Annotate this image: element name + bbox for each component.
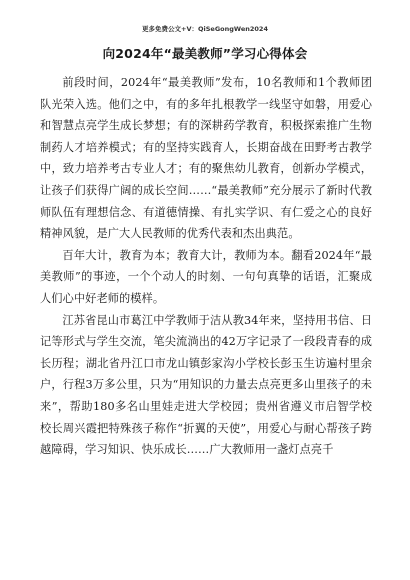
paragraph: 前段时间，2024年“最美教师”发布，10名教师和1个教师团队光荣入选。他们之中，有的多年扎根教学一线坚守如磐，用爱心和智慧点亮学生成长梦想；有的深耕药学教育，积极探索推广生物制药人才培养模式；有的坚持实践育人，长期奋战在田野考古教学中，致力培养考古专业人才；有的聚焦幼儿教育，创新办学模式，让孩子们获得广阔的成长空间……“最美教师”充分展示了新时代教师队伍有理想信念、有道德情操、有扎实学识、有仁爱之心的良好精神风貌，是广大人民教师的优秀代表和杰出典范。 [40,76,372,241]
document-body [40,72,372,461]
paragraph: 江苏省昆山市葛江中学教师于洁从教34年来，坚持用书信、日记等形式与学生交流，笔尖流淌出的42万字记录了一段段青春的成长历程；湖北省丹江口市龙山镇彭家沟小学校长彭玉生访遍村里余户，行程3万多公里，只为“用知识的力量去点亮更多山里孩子的未来”，帮助180多名山里娃走进大学校园；贵州省遵义市启智学校校长周兴霞把特殊孩子称作“折翼的天使”，用爱心与耐心帮孩子跨越障碍，学习知识、快乐成长……广大教师用一盏灯点亮千 [40,313,372,457]
header-note: 更多免费公文+V：QiSeGongWen2024 [142,25,268,33]
document-title: 向2024年“最美教师”学习心得体会 [102,46,308,61]
paragraph: 百年大计，教育为本；教育大计，教师为本。翻看2024年“最美教师”的事迹，一个个动人的时刻、一句句真挚的话语，汇聚成人们心中好老师的模样。 [40,248,372,305]
